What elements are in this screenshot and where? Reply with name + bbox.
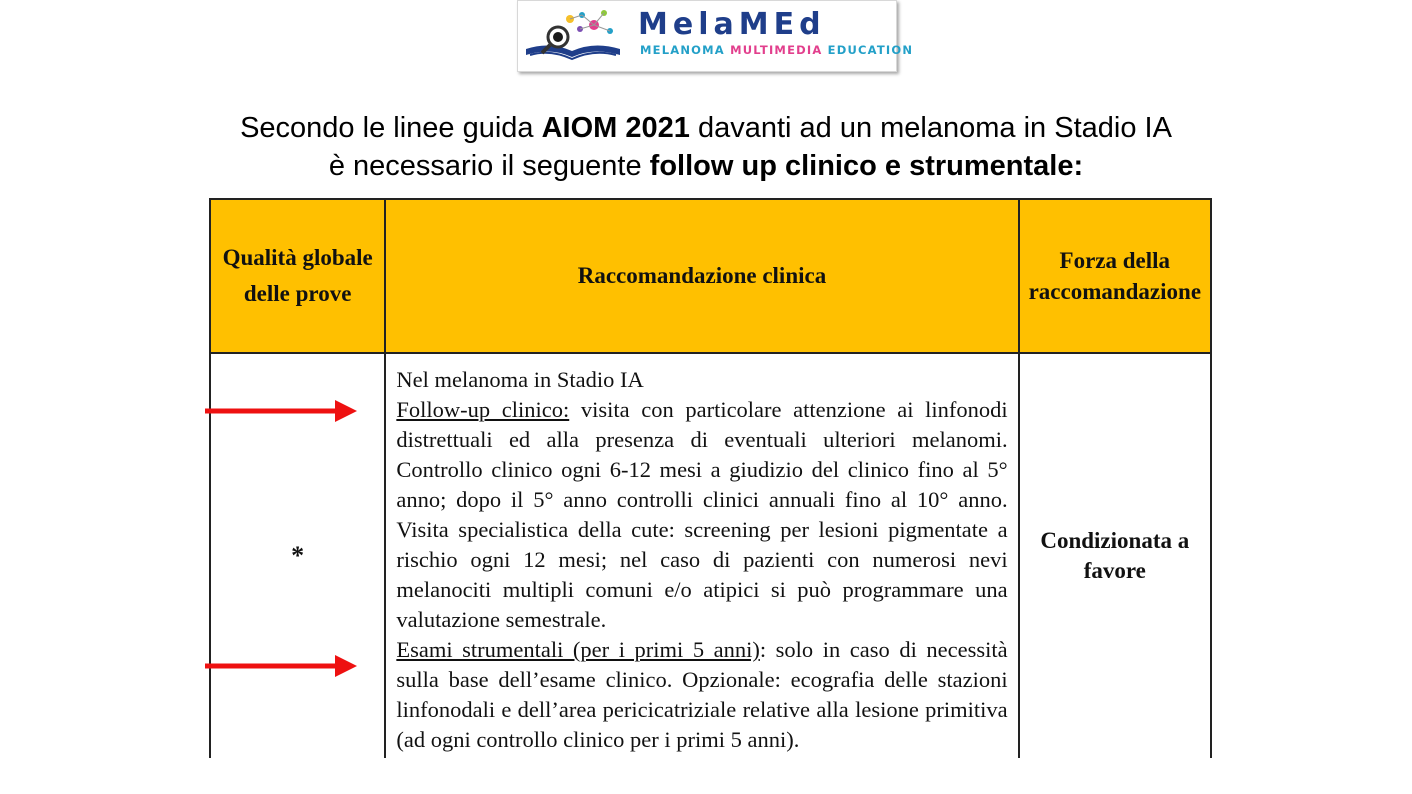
logo-subtitle-part3: EDUCATION (827, 43, 914, 57)
header-recommendation: Raccomandazione clinica (385, 199, 1018, 353)
header-quality-line2: delle prove (243, 281, 352, 306)
rec-followup-label: Follow-up clinico: (396, 397, 570, 422)
slide-heading (0, 109, 1412, 185)
rec-exams (396, 635, 1007, 755)
arrow-right-icon (203, 653, 359, 679)
table-row (210, 353, 1211, 758)
logo-title: MelaMEd (638, 7, 826, 42)
logo-subtitle-part2: MULTIMEDIA (730, 43, 823, 57)
header-strength-line2: raccomandazione (1028, 279, 1202, 304)
guideline-table (209, 198, 1212, 758)
heading-line-1 (0, 109, 1412, 147)
heading-line-2 (0, 147, 1412, 185)
table-header-row (210, 199, 1211, 353)
melamed-logo (517, 0, 914, 72)
rec-exams-label: Esami strumentali (per i primi 5 anni) (396, 637, 760, 662)
header-strength-line1: Forza della (1059, 248, 1171, 273)
rec-exams-text: : solo in caso di necessità sulla base dell’esame clinico. Opzionale: ecografia delle stazioni linfonodali e dell’area pericicatriziale relative alla lesione primitiva (ad ogni controllo clinico per i primi 5 anni). (396, 637, 1008, 752)
heading-line1-suffix: davanti ad un melanoma in Stadio IA (689, 112, 1172, 144)
logo-subtitle (640, 43, 913, 57)
arrow-right-icon (203, 398, 359, 424)
strength-line2: favore (1083, 558, 1146, 583)
cell-strength (1019, 353, 1211, 758)
heading-line1-bold: AIOM 2021 (541, 112, 690, 144)
strength-line1: Condizionata a (1040, 528, 1190, 553)
logo-subtitle-part1: MELANOMA (640, 43, 725, 57)
rec-intro: Nel melanoma in Stadio IA (396, 367, 644, 392)
heading-line2-prefix: è necessario il seguente (328, 150, 650, 182)
heading-line1-prefix: Secondo le linee guida (240, 112, 542, 144)
cell-quality: * (210, 353, 385, 758)
rec-followup-text: visita con particolare attenzione ai linfonodi distrettuali ed alla presenza di eventuali ulteriori melanomi. Controllo clinico ogni 6-12 mesi a giudizio del clinico fino al 5° anno; dopo il 5° anno controlli clinici annuali fino al 10° anno. Visita specialistica della cute: screening per lesioni pigmentate a rischio ogni 12 mesi; nel caso di pazienti con numerosi nevi melanociti multipli comuni e/o atipici si può programmare una valutazione semestrale. (396, 397, 1008, 632)
header-strength (1019, 199, 1211, 353)
header-quality-line1: Qualità globale (222, 245, 373, 270)
header-quality (210, 199, 385, 353)
rec-followup (396, 395, 1007, 635)
cell-recommendation (385, 353, 1018, 758)
heading-line2-bold: follow up clinico e strumentale: (649, 150, 1084, 182)
melamed-emblem-icon (520, 5, 632, 67)
